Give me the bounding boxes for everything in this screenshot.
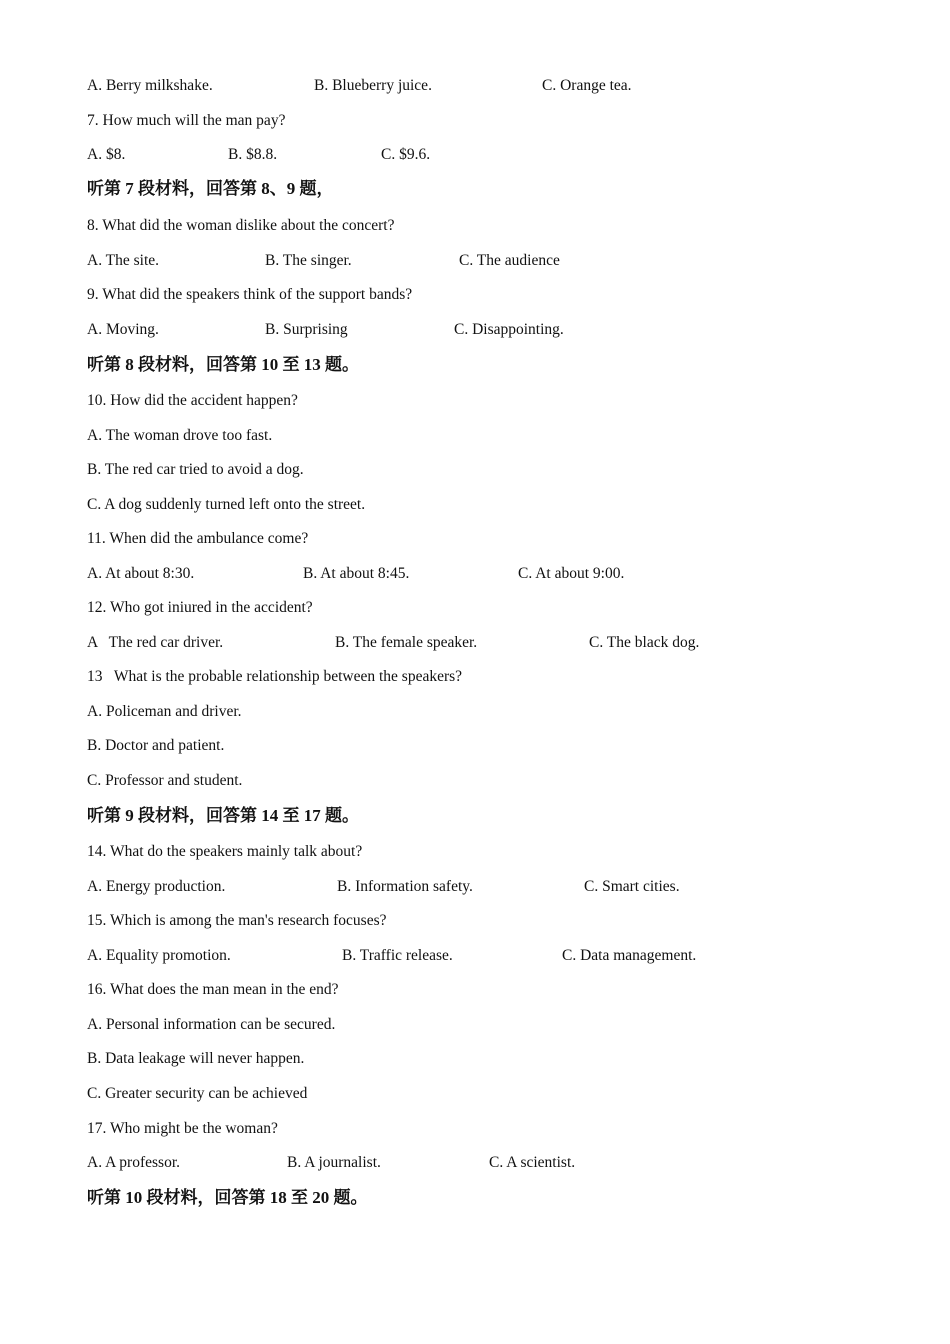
answer-option: C. Disappointing. bbox=[454, 321, 564, 338]
answer-option: C. At about 9:00. bbox=[518, 565, 625, 582]
answer-option: B. At about 8:45. bbox=[303, 565, 410, 582]
answer-option: B. Surprising bbox=[265, 321, 348, 338]
section-heading: 听第 10 段材料，回答第 18 至 20 题。 bbox=[87, 1188, 368, 1207]
answer-option: B. A journalist. bbox=[287, 1154, 381, 1171]
answer-option: A. $8. bbox=[87, 146, 126, 163]
text-line: C. A dog suddenly turned left onto the street. bbox=[87, 496, 366, 513]
answer-option: B. Traffic release. bbox=[342, 947, 453, 964]
answer-option: B. Blueberry juice. bbox=[314, 77, 432, 94]
answer-option: A. Equality promotion. bbox=[87, 947, 231, 964]
answer-option: B. The female speaker. bbox=[335, 634, 478, 651]
answer-option: B. $8.8. bbox=[228, 146, 278, 163]
text-line: 7. How much will the man pay? bbox=[87, 112, 286, 129]
text-line: 14. What do the speakers mainly talk about? bbox=[87, 843, 363, 860]
text-line: A. Policeman and driver. bbox=[87, 703, 242, 720]
answer-option: C. Orange tea. bbox=[542, 77, 632, 94]
text-line: 15. Which is among the man's research focuses? bbox=[87, 912, 387, 929]
text-line: B. Doctor and patient. bbox=[87, 737, 225, 754]
answer-option: C. Smart cities. bbox=[584, 878, 680, 895]
text-line: A. Personal information can be secured. bbox=[87, 1016, 336, 1033]
answer-option: C. A scientist. bbox=[489, 1154, 576, 1171]
answer-option: A. At about 8:30. bbox=[87, 565, 195, 582]
answer-option: A. Berry milkshake. bbox=[87, 77, 213, 94]
text-line: C. Professor and student. bbox=[87, 772, 243, 789]
answer-option: A. A professor. bbox=[87, 1154, 180, 1171]
text-line: 13 What is the probable relationship between the speakers? bbox=[87, 668, 463, 685]
text-line: 17. Who might be the woman? bbox=[87, 1120, 278, 1137]
text-line: 10. How did the accident happen? bbox=[87, 392, 298, 409]
text-line: B. Data leakage will never happen. bbox=[87, 1050, 305, 1067]
section-heading: 听第 7 段材料，回答第 8、9 题， bbox=[87, 179, 334, 198]
text-line: 11. When did the ambulance come? bbox=[87, 530, 309, 547]
text-line: 9. What did the speakers think of the support bands? bbox=[87, 286, 413, 303]
text-line: A. The woman drove too fast. bbox=[87, 427, 273, 444]
section-heading: 听第 8 段材料，回答第 10 至 13 题。 bbox=[87, 355, 359, 374]
answer-option: A The red car driver. bbox=[87, 634, 224, 651]
text-line: B. The red car tried to avoid a dog. bbox=[87, 461, 304, 478]
text-line: C. Greater security can be achieved bbox=[87, 1085, 308, 1102]
text-line: 12. Who got iniured in the accident? bbox=[87, 599, 313, 616]
answer-option: A. Moving. bbox=[87, 321, 159, 338]
answer-option: A. Energy production. bbox=[87, 878, 226, 895]
text-line: 8. What did the woman dislike about the concert? bbox=[87, 217, 395, 234]
answer-option: C. The black dog. bbox=[589, 634, 700, 651]
section-heading: 听第 9 段材料，回答第 14 至 17 题。 bbox=[87, 806, 359, 825]
answer-option: C. Data management. bbox=[562, 947, 697, 964]
answer-option: C. The audience bbox=[459, 252, 560, 269]
answer-option: C. $9.6. bbox=[381, 146, 431, 163]
answer-option: B. Information safety. bbox=[337, 878, 473, 895]
text-line: 16. What does the man mean in the end? bbox=[87, 981, 339, 998]
answer-option: B. The singer. bbox=[265, 252, 352, 269]
answer-option: A. The site. bbox=[87, 252, 160, 269]
